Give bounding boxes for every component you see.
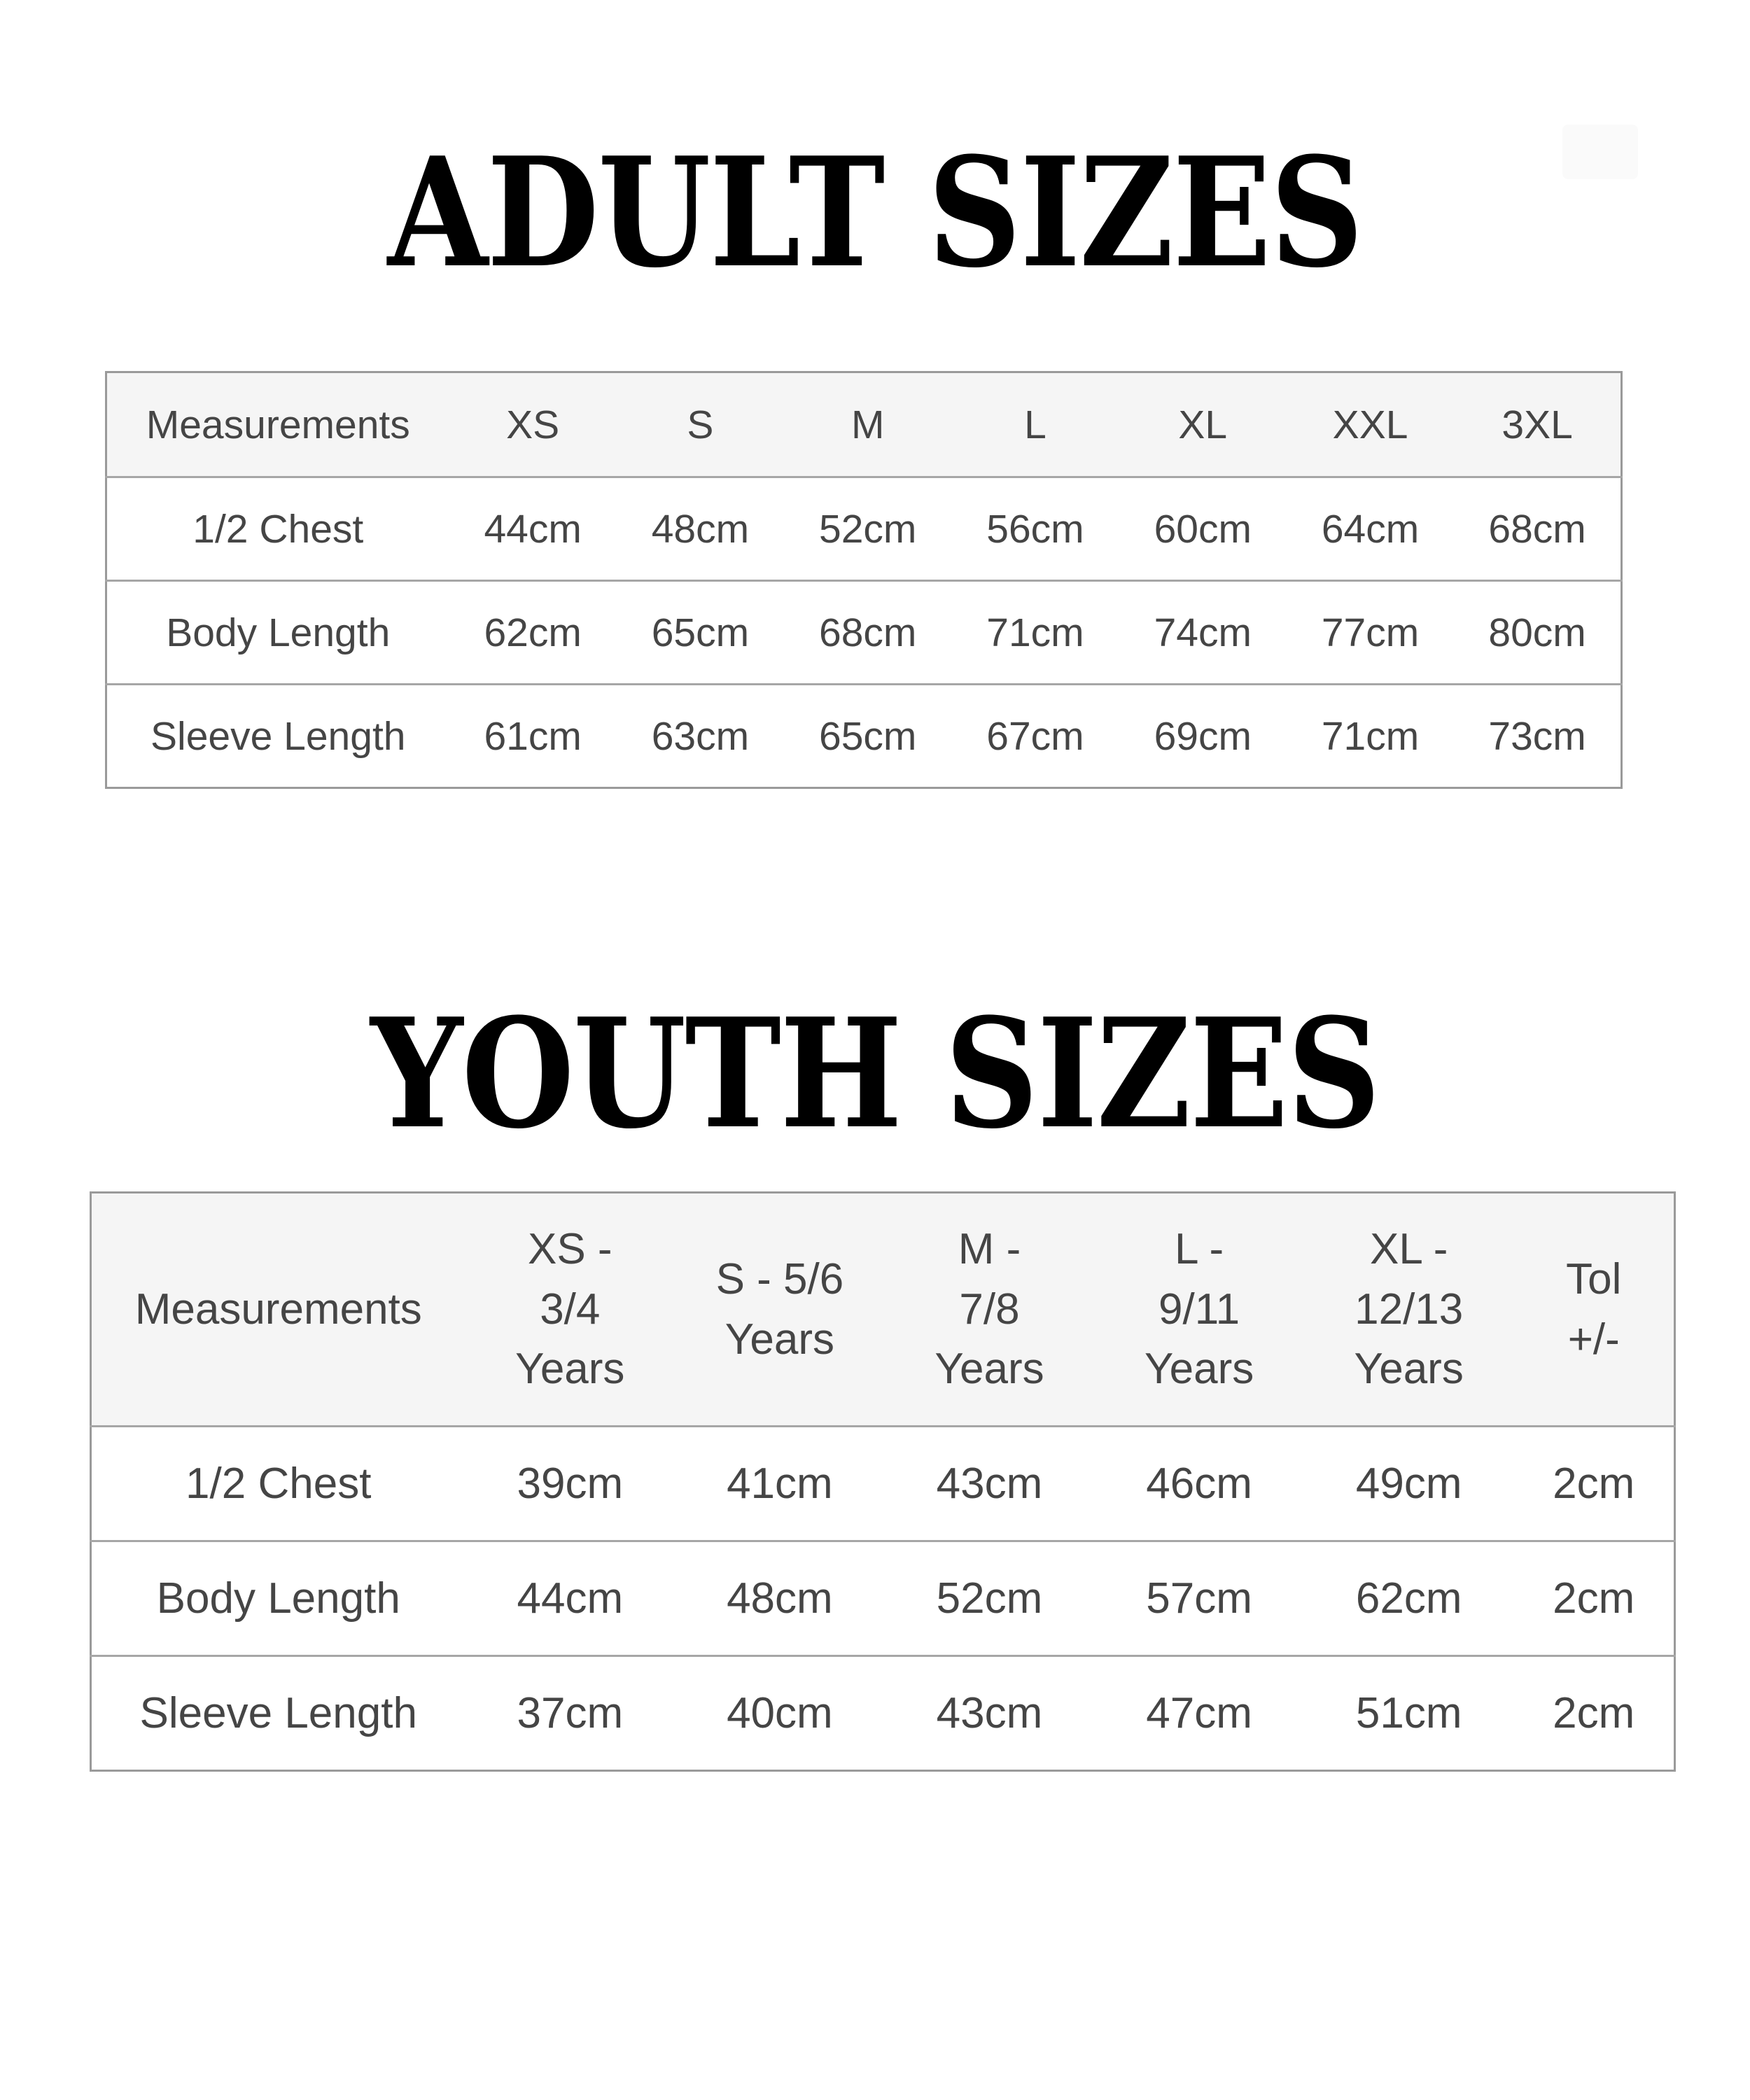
- table-cell: 2cm: [1514, 1656, 1675, 1771]
- table-row: [91, 1427, 1675, 1541]
- table-cell: 47cm: [1094, 1656, 1304, 1771]
- table-cell: 52cm: [885, 1541, 1095, 1656]
- adult-sizes-title: ADULT SIZES: [387, 124, 1363, 301]
- size-header-xs: [465, 1193, 676, 1427]
- table-row: [106, 581, 1622, 685]
- table-cell: 37cm: [465, 1656, 676, 1771]
- tolerance-header: [1514, 1193, 1675, 1427]
- table-cell: 57cm: [1094, 1541, 1304, 1656]
- table-cell: 40cm: [675, 1656, 885, 1771]
- row-label: Body Length: [91, 1541, 465, 1656]
- size-header-line: Years: [934, 1345, 1044, 1394]
- table-cell: 52cm: [784, 477, 951, 581]
- row-label: Sleeve Length: [91, 1656, 465, 1771]
- size-header-line: Years: [1354, 1345, 1464, 1394]
- size-header-line: 12/13: [1354, 1284, 1464, 1334]
- table-cell: 67cm: [951, 685, 1119, 788]
- table-cell: 63cm: [617, 685, 784, 788]
- size-header-3xl: 3XL: [1454, 372, 1621, 477]
- size-header-line: Years: [1144, 1345, 1254, 1394]
- table-cell: 68cm: [1454, 477, 1621, 581]
- size-header-s: [675, 1193, 885, 1427]
- row-label: Body Length: [106, 581, 449, 685]
- size-header-xs: XS: [449, 372, 617, 477]
- table-cell: 65cm: [784, 685, 951, 788]
- table-cell: 2cm: [1514, 1427, 1675, 1541]
- table-cell: 2cm: [1514, 1541, 1675, 1656]
- table-cell: 41cm: [675, 1427, 885, 1541]
- size-header-line: S - 5/6: [715, 1254, 844, 1303]
- row-label: 1/2 Chest: [91, 1427, 465, 1541]
- youth-sizes-title: YOUTH SIZES: [370, 985, 1380, 1162]
- size-header-l: [1094, 1193, 1304, 1427]
- size-header-line: XS -: [528, 1225, 612, 1274]
- adult-size-table: [105, 371, 1623, 789]
- size-header-line: +/-: [1567, 1315, 1620, 1364]
- table-cell: 73cm: [1454, 685, 1621, 788]
- size-header-xl: XL: [1119, 372, 1287, 477]
- table-cell: 44cm: [465, 1541, 676, 1656]
- size-header-line: Years: [724, 1315, 835, 1364]
- table-row: [91, 1541, 1675, 1656]
- table-cell: 44cm: [449, 477, 617, 581]
- table-row: [106, 685, 1622, 788]
- table-cell: 62cm: [449, 581, 617, 685]
- table-cell: 56cm: [951, 477, 1119, 581]
- table-cell: 49cm: [1304, 1427, 1514, 1541]
- table-cell: 65cm: [617, 581, 784, 685]
- corner-mark: [1562, 125, 1638, 179]
- size-header-xl: [1304, 1193, 1514, 1427]
- table-cell: 39cm: [465, 1427, 676, 1541]
- size-header-line: Tol: [1566, 1254, 1622, 1303]
- table-header-row: [91, 1193, 1675, 1427]
- size-header-m: M: [784, 372, 951, 477]
- size-header-l: L: [951, 372, 1119, 477]
- table-cell: 61cm: [449, 685, 617, 788]
- youth-size-table: [90, 1191, 1676, 1772]
- size-header-line: Years: [515, 1345, 625, 1394]
- size-header-xxl: XXL: [1287, 372, 1454, 477]
- table-cell: 80cm: [1454, 581, 1621, 685]
- table-cell: 69cm: [1119, 685, 1287, 788]
- table-row: [106, 477, 1622, 581]
- table-cell: 71cm: [1287, 685, 1454, 788]
- size-header-line: L -: [1175, 1225, 1224, 1274]
- table-cell: 43cm: [885, 1656, 1095, 1771]
- table-cell: 64cm: [1287, 477, 1454, 581]
- table-cell: 62cm: [1304, 1541, 1514, 1656]
- table-cell: 46cm: [1094, 1427, 1304, 1541]
- table-cell: 43cm: [885, 1427, 1095, 1541]
- size-header-line: M -: [958, 1225, 1021, 1274]
- size-header-m: [885, 1193, 1095, 1427]
- size-header-line: XL -: [1369, 1225, 1448, 1274]
- measurements-header: Measurements: [106, 372, 449, 477]
- size-header-line: 9/11: [1158, 1284, 1240, 1334]
- measurements-header: Measurements: [91, 1193, 465, 1427]
- size-header-line: 3/4: [540, 1284, 601, 1334]
- row-label: 1/2 Chest: [106, 477, 449, 581]
- size-header-s: S: [617, 372, 784, 477]
- table-cell: 71cm: [951, 581, 1119, 685]
- table-cell: 48cm: [617, 477, 784, 581]
- table-cell: 60cm: [1119, 477, 1287, 581]
- table-header-row: [106, 372, 1622, 477]
- size-header-line: 7/8: [959, 1284, 1020, 1334]
- table-row: [91, 1656, 1675, 1771]
- table-cell: 51cm: [1304, 1656, 1514, 1771]
- table-cell: 68cm: [784, 581, 951, 685]
- table-cell: 77cm: [1287, 581, 1454, 685]
- table-cell: 74cm: [1119, 581, 1287, 685]
- row-label: Sleeve Length: [106, 685, 449, 788]
- table-cell: 48cm: [675, 1541, 885, 1656]
